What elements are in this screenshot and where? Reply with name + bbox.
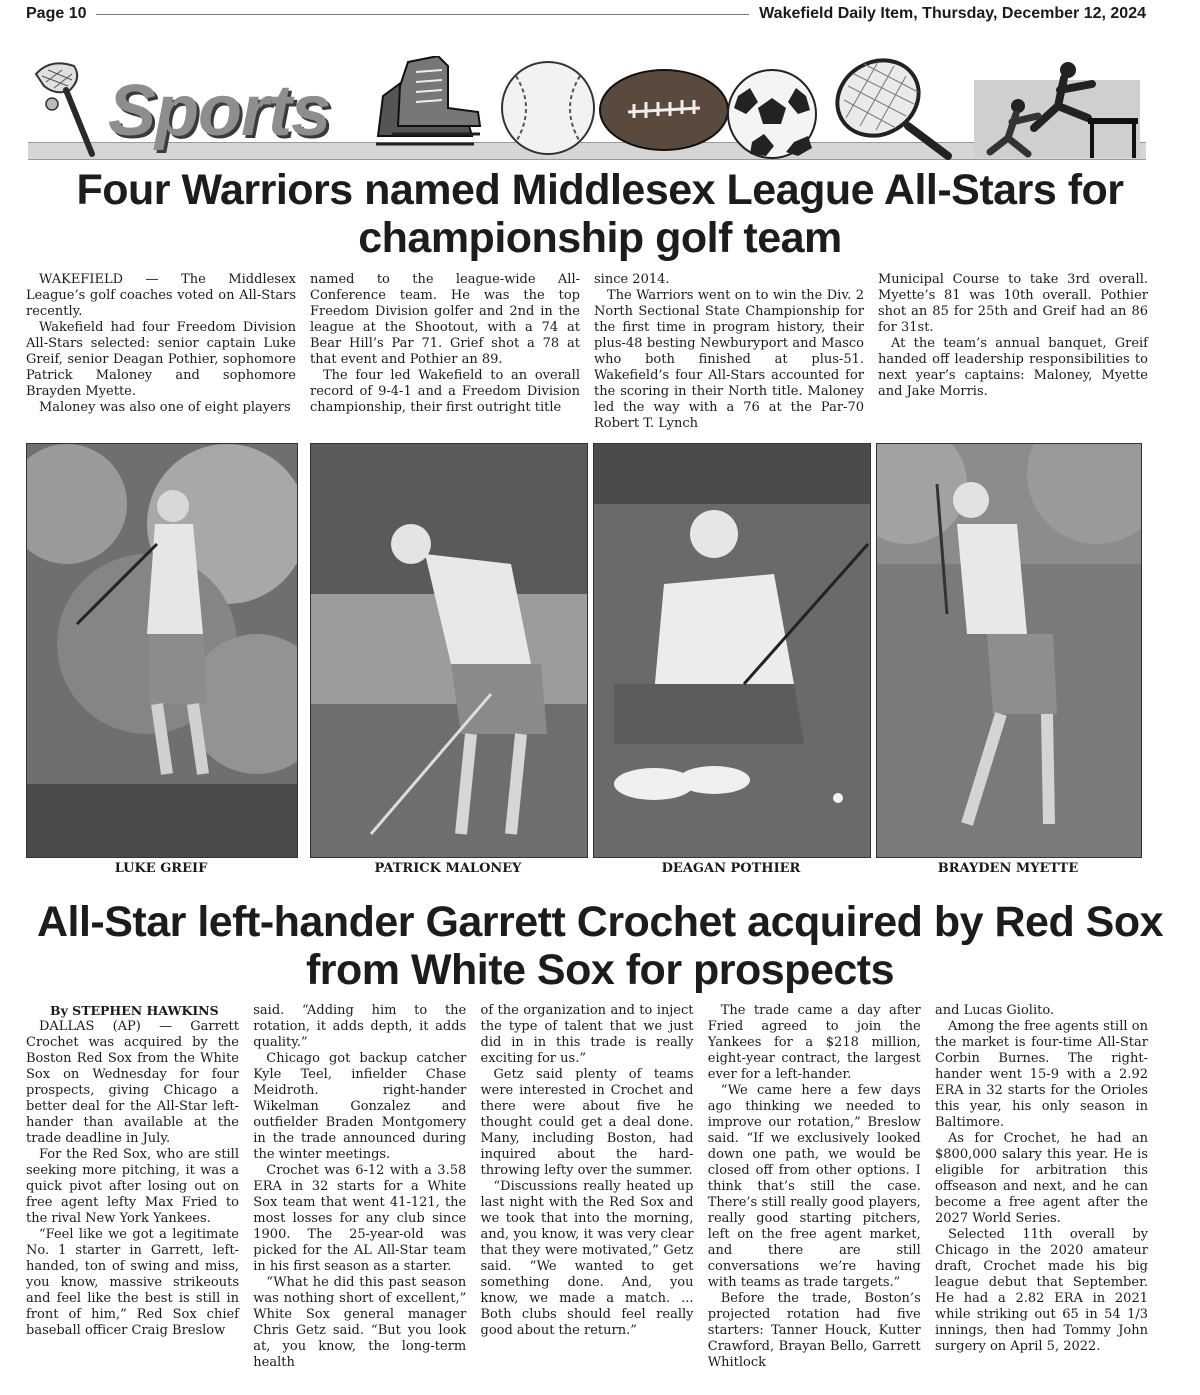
article-paragraph: The Warriors went on to win the Div. 2 North Sectional State Championship for the first time in program history, their plus-48 besting Newburyport and Masco who both finished at plus-51. Wakefield’s four All-Stars accounted for the scoring in their North title. Maloney led the way with a 76 at the Par-70 Robert T. Lynch [594, 288, 864, 431]
article-paragraph: WAKEFIELD — The Middlesex League’s golf coaches voted on All-Stars recently. [26, 272, 296, 319]
article-paragraph: “We came here a few days ago thinking we needed to improve our rotation,” Breslow said. “If we exclusively looked down one path, we would be closed off from other options. I think that’s still the case. There’s still really good players, really good starting pitchers, left on the free agent market, and there are still conversations we’re having with teams as trade targets.” [707, 1083, 921, 1290]
page-folio [26, 2, 1146, 26]
story2-column [481, 1003, 694, 1371]
photo-caption: LUKE GREIF [114, 861, 208, 876]
article-paragraph: DALLAS (AP) — Garrett Crochet was acquired by the Boston Red Sox from the White Sox on Wednesday for four prospects, giving Chicago a better deal for the All-Star left-hander than available at the trade deadline in July. [26, 1019, 239, 1146]
sports-section-title: Sports [108, 71, 331, 151]
hurdlers-icon [974, 62, 1140, 158]
story1-headline: Four Warriors named Middlesex League All-Stars for championship golf team [76, 166, 1124, 262]
baseball-icon [502, 62, 594, 154]
article-paragraph: of the organization and to inject the type of talent that we just did in in this trade is really exciting for us.” [480, 1003, 694, 1066]
article-paragraph: Wakefield had four Freedom Division All-Stars selected: senior captain Luke Greif, senior Deagan Pothier, sophomore Patrick Maloney and sophomore Brayden Myette. [26, 320, 296, 399]
story2-headline: All-Star left-hander Garrett Crochet acquired by Red Sox from White Sox for prospects [36, 898, 1164, 994]
article-paragraph: said. “Adding him to the rotation, it adds depth, it adds quality.” [253, 1003, 467, 1050]
folio-rule [96, 14, 749, 15]
photo-caption: DEAGAN POTHIER [661, 861, 801, 876]
article-paragraph: The four led Wakefield to an overall record of 9-4-1 and a Freedom Division championship, their first outright title [310, 368, 580, 415]
tennis-racket-icon [824, 56, 948, 156]
photo-deagan-pothier [593, 443, 871, 858]
article-paragraph: Before the trade, Boston’s projected rotation had five starters: Tanner Houck, Kutter Crawford, Brayan Bello, Garrett Whitlock [707, 1291, 921, 1370]
lacrosse-stick-icon [36, 63, 92, 154]
football-icon [600, 70, 728, 150]
article-paragraph: Among the free agents still on the market is four-time All-Star Corbin Burnes. The right-hander went 15-9 with a 2.92 ERA in 32 starts for the Orioles this year, his only season in Baltimore. [935, 1019, 1148, 1130]
story2-body [26, 1003, 1148, 1371]
article-paragraph: Crochet was 6-12 with a 3.58 ERA in 32 starts for a White Sox team that went 41-121, the most losses for any club since 1900. The 25-year-old was picked for the AL All-Star team in his first season as a starter. [253, 1163, 467, 1274]
soccer-ball-icon [728, 70, 816, 158]
article-paragraph: At the team’s annual banquet, Greif handed off leadership responsibilities to next year’s captains: Maloney, Myette and Jake Morris. [878, 336, 1148, 399]
ice-skates-icon [376, 56, 480, 144]
paper-name-date: Wakefield Daily Item, Thursday, December 12, 2024 [759, 5, 1146, 22]
story2-column [935, 1003, 1148, 1371]
page-number: Page 10 [26, 5, 87, 22]
article-paragraph: named to the league-wide All-Conference team. He was the top Freedom Division golfer and 2nd in the league at the Shootout, with a 74 at Bear Hill’s Par 71. Grief shot a 78 at that event and Pothier an 89. [310, 272, 580, 367]
photo-patrick-maloney [310, 443, 588, 858]
article-paragraph: For the Red Sox, who are still seeking more pitching, it was a quick pivot after losing out on free agent lefty Max Fried to the rival New York Yankees. [26, 1147, 239, 1226]
article-paragraph: Municipal Course to take 3rd overall. Myette’s 81 was 10th overall. Pothier shot an 85 for 25th and Greif had an 86 for 31st. [878, 272, 1148, 335]
sports-banner [28, 56, 1146, 160]
photo-caption: BRAYDEN MYETTE [937, 861, 1079, 876]
article-paragraph: since 2014. [594, 272, 670, 287]
article-paragraph: Getz said plenty of teams were interested in Crochet and there were about five he thought could get a deal done. Many, including Boston, had inquired about the hard-throwing lefty over the summer. [480, 1067, 694, 1178]
article-paragraph: “What he did this past season was nothing short of excellent,” White Sox general manager Chris Getz said. “But you look at, you know, the long-term health [253, 1275, 467, 1370]
story2-column [26, 1003, 239, 1371]
article-paragraph: As for Crochet, he had an $800,000 salary this year. He is eligible for arbitration this offseason and next, and he can become a free agent after the 2027 World Series. [935, 1131, 1148, 1226]
story1-body [26, 272, 1148, 432]
photo-luke-greif [26, 443, 298, 858]
byline: By STEPHEN HAWKINS [50, 1003, 219, 1018]
article-paragraph: The trade came a day after Fried agreed to join the Yankees for a $218 million, eight-year contract, the largest ever for a left-hander. [707, 1003, 921, 1082]
story1-column [878, 272, 1148, 432]
photo-brayden-myette [876, 443, 1142, 858]
story1-column [310, 272, 580, 432]
story1-column [26, 272, 296, 432]
story2-column [253, 1003, 466, 1371]
story2-column [708, 1003, 921, 1371]
article-paragraph: Maloney was also one of eight players [39, 400, 291, 415]
story1-column [594, 272, 864, 432]
photo-caption: PATRICK MALONEY [374, 861, 522, 876]
article-paragraph: Selected 11th overall by Chicago in the 2020 amateur draft, Crochet made his big league debut that September. He had a 2.82 ERA in 2021 while striking out 65 in 54 1/3 innings, then had Tommy John surgery on April 5, 2022. [935, 1227, 1148, 1354]
article-paragraph: and Lucas Giolito. [935, 1003, 1055, 1018]
article-paragraph: “Feel like we got a legitimate No. 1 starter in Garrett, left-handed, ton of swing and miss, you know, massive strikeouts and feel like the best is still in front of him,” Red Sox chief baseball officer Craig Breslow [26, 1227, 239, 1338]
story2-column-text [26, 1019, 239, 1339]
article-paragraph: “Discussions really heated up last night with the Red Sox and we took that into the morning, and, you know, it was very clear that they were motivated,” Getz said. “We wanted to get something done. And, you know, we made a match. ... Both clubs should feel really good about the return.” [480, 1179, 694, 1338]
article-paragraph: Chicago got backup catcher Kyle Teel, infielder Chase Meidroth. right-hander Wikelman Gonzalez and outfielder Braden Montgomery in the trade announced during the winter meetings. [253, 1051, 467, 1162]
